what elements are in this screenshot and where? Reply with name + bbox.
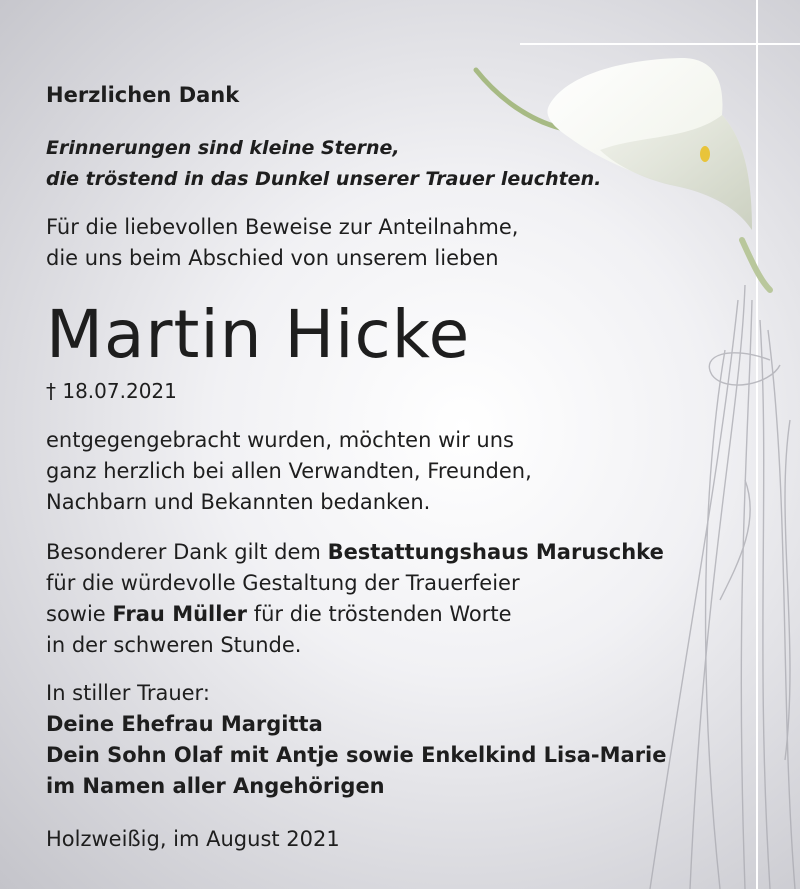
special-thanks-line: für die würdevolle Gestaltung der Trauerfeier	[46, 571, 520, 595]
place-and-date: Holzweißig, im August 2021	[46, 827, 340, 851]
quote-line: die tröstend in das Dunkel unserer Trauer leuchten.	[46, 168, 602, 190]
mourner-name: im Namen aller Angehörigen	[46, 774, 385, 798]
mourner-name: Dein Sohn Olaf mit Antje sowie Enkelkind Lisa-Marie	[46, 743, 667, 767]
special-thanks-line3-prefix: sowie	[46, 602, 113, 626]
intro-line: die uns beim Abschied von unserem lieben	[46, 246, 499, 270]
mourners-intro: In stiller Trauer:	[46, 681, 210, 705]
special-thanks-line	[46, 537, 664, 568]
special-thanks-paragraph	[46, 537, 664, 661]
special-thanks-line3-suffix: für die tröstenden Worte	[247, 602, 512, 626]
intro-paragraph	[46, 212, 518, 274]
mourner-name: Deine Ehefrau Margitta	[46, 712, 323, 736]
deceased-name: Martin Hicke	[46, 296, 471, 373]
thanks-line: Nachbarn und Bekannten bedanken.	[46, 490, 431, 514]
notice-heading: Herzlichen Dank	[46, 83, 240, 107]
funeral-home-name: Bestattungshaus Maruschke	[327, 540, 664, 564]
special-thanks-prefix: Besonderer Dank gilt dem	[46, 540, 328, 564]
special-thanks-line: in der schweren Stunde.	[46, 633, 302, 657]
special-thanks-line	[46, 599, 664, 630]
thanks-line: entgegengebracht wurden, möchten wir uns	[46, 428, 514, 452]
intro-line: Für die liebevollen Beweise zur Anteilnahme,	[46, 215, 519, 239]
thanks-line: ganz herzlich bei allen Verwandten, Freunden,	[46, 459, 532, 483]
grass-lines	[650, 285, 795, 889]
quote-line: Erinnerungen sind kleine Sterne,	[46, 137, 400, 159]
memorial-quote	[46, 133, 601, 195]
mourners-block	[46, 678, 667, 802]
thanks-paragraph	[46, 425, 532, 518]
death-date: † 18.07.2021	[46, 379, 177, 403]
speaker-name: Frau Müller	[112, 602, 248, 626]
